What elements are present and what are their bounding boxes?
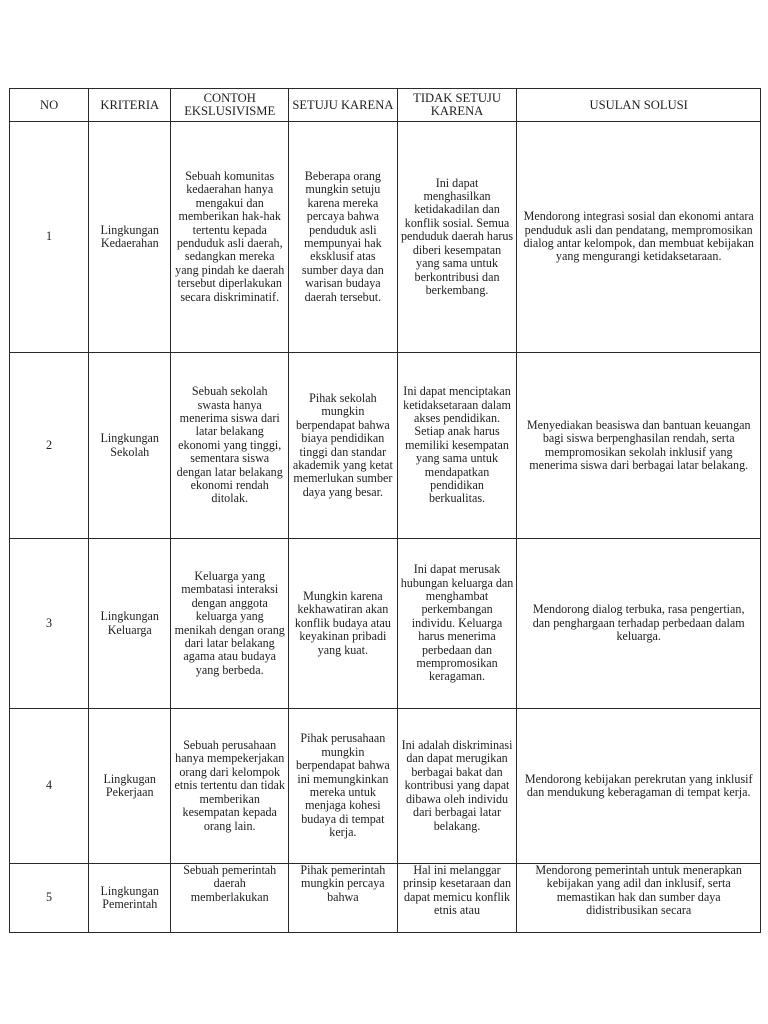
table-row	[10, 864, 761, 933]
cell-kriteria: Lingkungan Sekolah	[89, 353, 171, 539]
table-row	[10, 709, 761, 864]
cell-contoh: Sebuah komunitas kedaerahan hanya mengakui dan memberikan hak-hak tertentu kepada penduduk asli daerah, sedangkan mereka yang pindah ke daerah tersebut diperlakukan secara diskriminatif.	[171, 122, 289, 353]
cell-usulan: Mendorong integrasi sosial dan ekonomi antara penduduk asli dan pendatang, mempromosikan dialog antar kelompok, dan membuat kebijakan yang mengurangi ketidaksetaraan.	[517, 122, 761, 353]
cell-setuju: Pihak pemerintah mungkin percaya bahwa	[289, 864, 398, 933]
cell-kriteria: Lingkungan Pemerintah	[89, 864, 171, 933]
cell-contoh: Sebuah perusahaan hanya mempekerjakan orang dari kelompok etnis tertentu dan tidak memberikan kesempatan kepada orang lain.	[171, 709, 289, 864]
cell-no: 2	[10, 353, 89, 539]
header-contoh: CONTOH EKSLUSIVISME	[171, 89, 289, 122]
cell-kriteria: Lingkungan Kedaerahan	[89, 122, 171, 353]
header-setuju: SETUJU KARENA	[289, 89, 398, 122]
table-row	[10, 539, 761, 709]
cell-no: 1	[10, 122, 89, 353]
cell-kriteria: Lingkugan Pekerjaan	[89, 709, 171, 864]
cell-usulan: Mendorong dialog terbuka, rasa pengertian, dan penghargaan terhadap perbedaan dalam keluarga.	[517, 539, 761, 709]
header-tidak-setuju: TIDAK SETUJU KARENA	[397, 89, 517, 122]
cell-tidak-setuju: Ini adalah diskriminasi dan dapat merugikan berbagai bakat dan kontribusi yang dapat dibawa oleh individu dari berbagai latar belakang.	[397, 709, 517, 864]
cell-tidak-setuju: Ini dapat menghasilkan ketidakadilan dan konflik sosial. Semua penduduk daerah harus diberi kesempatan yang sama untuk berkontribusi dan berkembang.	[397, 122, 517, 353]
cell-tidak-setuju: Hal ini melanggar prinsip kesetaraan dan dapat memicu konflik etnis atau	[397, 864, 517, 933]
cell-setuju: Beberapa orang mungkin setuju karena mereka percaya bahwa penduduk asli mempunyai hak eksklusif atas sumber daya dan warisan budaya daerah tersebut.	[289, 122, 398, 353]
cell-contoh: Sebuah pemerintah daerah memberlakukan	[171, 864, 289, 933]
cell-tidak-setuju: Ini dapat merusak hubungan keluarga dan menghambat perkembangan individu. Keluarga harus menerima perbedaan dan mempromosikan keragaman.	[397, 539, 517, 709]
cell-tidak-setuju: Ini dapat menciptakan ketidaksetaraan dalam akses pendidikan. Setiap anak harus memiliki kesempatan yang sama untuk mendapatkan pendidikan berkualitas.	[397, 353, 517, 539]
cell-setuju: Mungkin karena kekhawatiran akan konflik budaya atau keyakinan pribadi yang kuat.	[289, 539, 398, 709]
header-no: NO	[10, 89, 89, 122]
exclusivism-table	[9, 88, 761, 933]
cell-contoh: Sebuah sekolah swasta hanya menerima siswa dari latar belakang ekonomi yang tinggi, sementara siswa dengan latar belakang ekonomi rendah ditolak.	[171, 353, 289, 539]
cell-kriteria: Lingkungan Keluarga	[89, 539, 171, 709]
cell-usulan: Menyediakan beasiswa dan bantuan keuangan bagi siswa berpenghasilan rendah, serta mempromosikan sekolah inklusif yang menerima siswa dari berbagai latar belakang.	[517, 353, 761, 539]
cell-usulan: Mendorong pemerintah untuk menerapkan kebijakan yang adil dan inklusif, serta memastikan hak dan sumber daya didistribusikan secara	[517, 864, 761, 933]
table-header-row	[10, 89, 761, 122]
table-row	[10, 353, 761, 539]
cell-no: 3	[10, 539, 89, 709]
cell-no: 5	[10, 864, 89, 933]
cell-setuju: Pihak sekolah mungkin berpendapat bahwa biaya pendidikan tinggi dan standar akademik yang ketat memerlukan sumber daya yang besar.	[289, 353, 398, 539]
cell-no: 4	[10, 709, 89, 864]
table-row	[10, 122, 761, 353]
header-kriteria: KRITERIA	[89, 89, 171, 122]
cell-usulan: Mendorong kebijakan perekrutan yang inklusif dan mendukung keberagaman di tempat kerja.	[517, 709, 761, 864]
cell-setuju: Pihak perusahaan mungkin berpendapat bahwa ini memungkinkan mereka untuk menjaga kohesi budaya di tempat kerja.	[289, 709, 398, 864]
cell-contoh: Keluarga yang membatasi interaksi dengan anggota keluarga yang menikah dengan orang dari latar belakang agama atau budaya yang berbeda.	[171, 539, 289, 709]
header-usulan: USULAN SOLUSI	[517, 89, 761, 122]
